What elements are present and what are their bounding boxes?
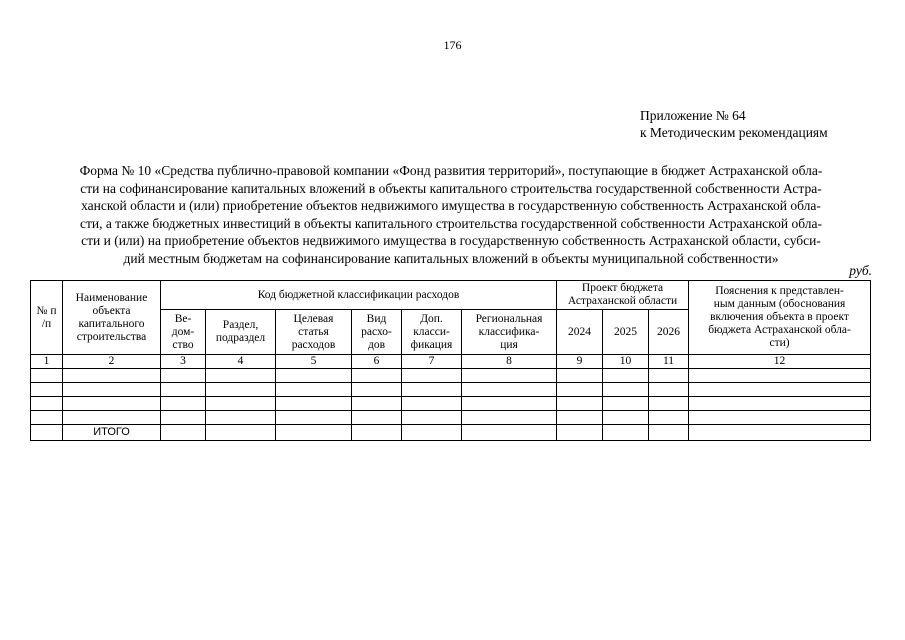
header-regional-classification: Региональная классифика- ция [462, 310, 557, 355]
header-row-number: № п /п [31, 281, 63, 355]
table-cell [161, 383, 206, 397]
table-cell [603, 411, 649, 425]
table-row [31, 369, 871, 383]
column-number: 2 [63, 355, 161, 369]
table-cell [603, 425, 649, 441]
table-cell [352, 369, 402, 383]
table-cell [352, 411, 402, 425]
table-cell [161, 425, 206, 441]
table-cell [63, 383, 161, 397]
table-cell [462, 411, 557, 425]
header-budget-group: Проект бюджета Астраханской области [557, 281, 689, 310]
table-cell [689, 425, 871, 441]
column-number: 7 [402, 355, 462, 369]
form-title-line: ханской области и (или) приобретение объектов недвижимого имущества в государственную собственность Астраханской обла- [81, 198, 821, 213]
column-number: 6 [352, 355, 402, 369]
table-cell [206, 369, 276, 383]
table-cell [402, 397, 462, 411]
appendix-line-1: Приложение № 64 [640, 108, 746, 123]
header-additional-classification: Доп. класси- фикация [402, 310, 462, 355]
table-cell [557, 411, 603, 425]
table-cell [402, 369, 462, 383]
header-year-2024: 2024 [557, 310, 603, 355]
form-title-line: сти на софинансирование капитальных вложений в объекты капитального строительства государственной собственности Астра- [80, 180, 822, 196]
column-number: 3 [161, 355, 206, 369]
table-cell [161, 369, 206, 383]
header-department: Ве- дом- ство [161, 310, 206, 355]
appendix-line-2: к Методическим рекомендациям [640, 125, 828, 140]
header-year-2026: 2026 [649, 310, 689, 355]
table-cell [161, 397, 206, 411]
table-cell [276, 411, 352, 425]
header-object-name: Наименование объекта капитального строительства [63, 281, 161, 355]
table-header-row [31, 281, 871, 310]
page-number: 176 [443, 38, 462, 52]
table-cell [689, 411, 871, 425]
table-cell [402, 425, 462, 441]
table-cell [352, 397, 402, 411]
table-cell [276, 369, 352, 383]
budget-table [30, 280, 871, 441]
table-row [31, 397, 871, 411]
table-cell [31, 369, 63, 383]
table-cell [649, 425, 689, 441]
table-cell [31, 425, 63, 441]
table-cell [603, 397, 649, 411]
table-cell [603, 369, 649, 383]
table-cell [689, 383, 871, 397]
form-title-line: дий местным бюджетам на софинансирование капитальных вложений в объекты муниципальной собственности» [123, 250, 779, 266]
column-number: 1 [31, 355, 63, 369]
table-cell [206, 383, 276, 397]
table-cell [649, 411, 689, 425]
header-year-2025: 2025 [603, 310, 649, 355]
table-cell [352, 383, 402, 397]
appendix-caption [640, 107, 828, 141]
table-cell [649, 397, 689, 411]
table-cell [557, 425, 603, 441]
table-cell [276, 383, 352, 397]
table-cell [649, 383, 689, 397]
table-cell [557, 369, 603, 383]
table-cell [276, 397, 352, 411]
table-cell [161, 411, 206, 425]
table-row [31, 383, 871, 397]
table-cell [402, 411, 462, 425]
column-number: 10 [603, 355, 649, 369]
form-title [30, 162, 872, 267]
table-cell [603, 383, 649, 397]
header-kbk-group: Код бюджетной классификации расходов [161, 281, 557, 310]
column-number: 5 [276, 355, 352, 369]
table-cell [689, 369, 871, 383]
table-cell [402, 383, 462, 397]
table-row [31, 411, 871, 425]
table-cell [31, 411, 63, 425]
table-cell [462, 425, 557, 441]
form-title-line: сти и (или) на приобретение объектов недвижимого имущества в государственную собственность Астраханской области, субси- [81, 233, 821, 248]
header-section: Раздел, подраздел [206, 310, 276, 355]
form-title-line: сти, а также бюджетных инвестиций в объекты капитального строительства государственной собственности Астраханской обла- [79, 215, 823, 231]
column-number: 8 [462, 355, 557, 369]
table-cell [31, 383, 63, 397]
table-cell [462, 397, 557, 411]
header-target-article: Целевая статья расходов [276, 310, 352, 355]
table-cell [689, 397, 871, 411]
total-row [31, 425, 871, 441]
column-number: 11 [649, 355, 689, 369]
table-cell [462, 369, 557, 383]
table-cell [31, 397, 63, 411]
table-cell [557, 397, 603, 411]
table-cell [63, 411, 161, 425]
table-cell [352, 425, 402, 441]
table-cell [206, 397, 276, 411]
total-label: ИТОГО [63, 425, 161, 441]
table-cell [206, 425, 276, 441]
table-cell [276, 425, 352, 441]
currency-unit: руб. [849, 263, 872, 278]
table-cell [649, 369, 689, 383]
header-expense-type: Вид расхо- дов [352, 310, 402, 355]
column-number: 4 [206, 355, 276, 369]
column-number: 12 [689, 355, 871, 369]
table-cell [206, 411, 276, 425]
table-cell [63, 369, 161, 383]
form-title-line: Форма № 10 «Средства публично-правовой компании «Фонд развития территорий», поступающие в бюджет Астраханской обла- [79, 163, 823, 178]
table-cell [63, 397, 161, 411]
column-number-row [31, 355, 871, 369]
table-cell [462, 383, 557, 397]
header-notes: Пояснения к представлен- ным данным (обоснования включения объекта в проект бюджета Астраханской обла- сти) [689, 281, 871, 355]
table-cell [557, 383, 603, 397]
column-number: 9 [557, 355, 603, 369]
